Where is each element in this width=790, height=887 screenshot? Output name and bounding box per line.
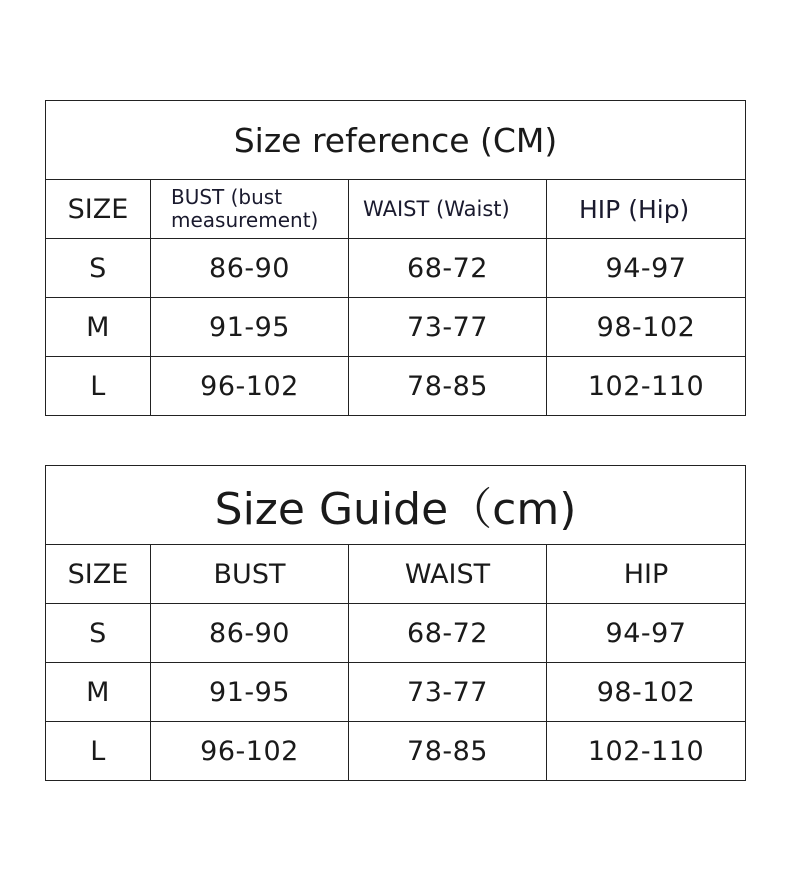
waist-column-header: WAIST (Waist): [349, 180, 547, 239]
table-title: Size reference (CM): [46, 101, 746, 180]
waist-column-header: WAIST: [349, 545, 547, 604]
size-column-header: SIZE: [46, 180, 151, 239]
table-row: [46, 298, 746, 357]
size-cell: L: [46, 722, 151, 781]
size-column-header: SIZE: [46, 545, 151, 604]
size-cell: M: [46, 298, 151, 357]
bust-header-line2: measurement): [171, 208, 319, 232]
hip-column-header: HIP (Hip): [547, 180, 746, 239]
bust-cell: 96-102: [151, 357, 349, 416]
waist-cell: 68-72: [349, 239, 547, 298]
table-row: [46, 357, 746, 416]
table-header-row: [46, 545, 746, 604]
table-title: Size Guide（cm): [46, 466, 746, 545]
bust-header-line1: BUST (bust: [171, 185, 283, 209]
size-cell: S: [46, 604, 151, 663]
table-row: [46, 239, 746, 298]
waist-cell: 78-85: [349, 357, 547, 416]
hip-cell: 98-102: [547, 298, 746, 357]
hip-cell: 98-102: [547, 663, 746, 722]
table-header-row: [46, 180, 746, 239]
waist-cell: 73-77: [349, 663, 547, 722]
hip-cell: 102-110: [547, 357, 746, 416]
size-reference-table: [45, 100, 746, 416]
hip-cell: 94-97: [547, 239, 746, 298]
waist-cell: 73-77: [349, 298, 547, 357]
bust-cell: 91-95: [151, 663, 349, 722]
bust-cell: 86-90: [151, 239, 349, 298]
table-title-row: [46, 101, 746, 180]
waist-cell: 78-85: [349, 722, 547, 781]
table-row: [46, 604, 746, 663]
hip-column-header: HIP: [547, 545, 746, 604]
table-row: [46, 663, 746, 722]
size-cell: S: [46, 239, 151, 298]
bust-column-header: BUST: [151, 545, 349, 604]
hip-cell: 102-110: [547, 722, 746, 781]
size-cell: M: [46, 663, 151, 722]
bust-cell: 91-95: [151, 298, 349, 357]
table-title-row: [46, 466, 746, 545]
waist-cell: 68-72: [349, 604, 547, 663]
hip-cell: 94-97: [547, 604, 746, 663]
bust-column-header: [151, 180, 349, 239]
bust-cell: 86-90: [151, 604, 349, 663]
size-guide-table: [45, 465, 746, 781]
bust-cell: 96-102: [151, 722, 349, 781]
size-cell: L: [46, 357, 151, 416]
table-row: [46, 722, 746, 781]
